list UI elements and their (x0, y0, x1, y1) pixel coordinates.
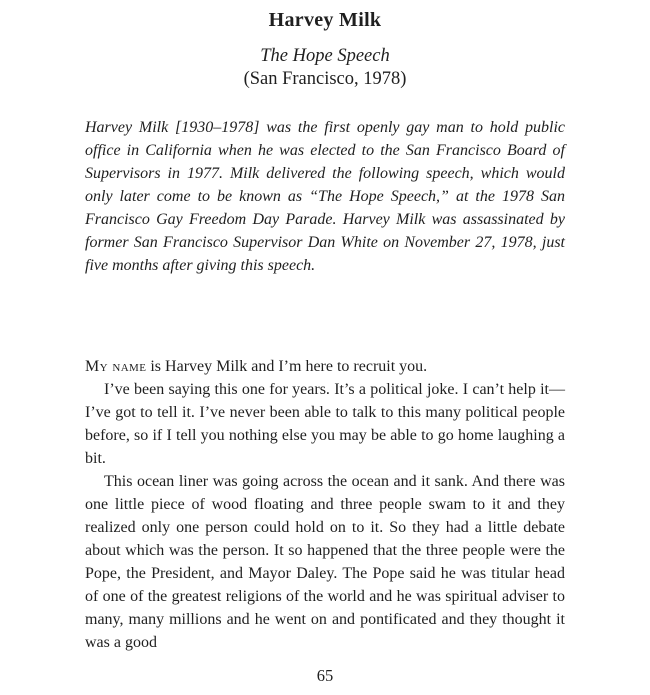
speech-location-date: (San Francisco, 1978) (243, 69, 407, 89)
page-header (85, 8, 565, 91)
page-number: 65 (316, 666, 334, 685)
speech-body (85, 355, 565, 654)
small-caps-lead: My name (85, 358, 147, 375)
speech-title: The Hope Speech (260, 46, 390, 66)
paragraph-1-rest: is Harvey Milk and I’m here to recruit you. (146, 358, 428, 375)
speech-paragraph-1 (85, 355, 565, 378)
speech-paragraph-2: I’ve been saying this one for years. It’s a political joke. I can’t help it—I’ve got to tell it. I’ve never been able to talk to this many political people before, so if I tell you nothing else you may be able to go home laughing a bit. (85, 381, 565, 467)
editor-note-text: Harvey Milk [1930–1978] was the first openly gay man to hold public office in California when he was elected to the San Francisco Board of Supervisors in 1977. Milk delivered the following speech, which would only later come to be known as “The Hope Speech,” at the 1978 San Francisco Gay Freedom Day Parade. Harvey Milk was assassinated by former San Francisco Supervisor Dan White on November 27, 1978, just five months after giving this speech. (85, 119, 565, 274)
speech-paragraph-3: This ocean liner was going across the ocean and it sank. And there was one little piece of wood floating and three people swam to it and they realized only one person could hold on to it. So they had a little debate about which was the person. It so happened that the three people were the Pope, the President, and Mayor Daley. The Pope said he was titular head of one of the greatest religions of the world and he was spiritual adviser to many, many millions and he went on and pontificated and they thought it was a good (85, 473, 565, 651)
page-footer (85, 666, 565, 686)
editor-note (85, 116, 565, 277)
chapter-author-title: Harvey Milk (268, 9, 382, 31)
